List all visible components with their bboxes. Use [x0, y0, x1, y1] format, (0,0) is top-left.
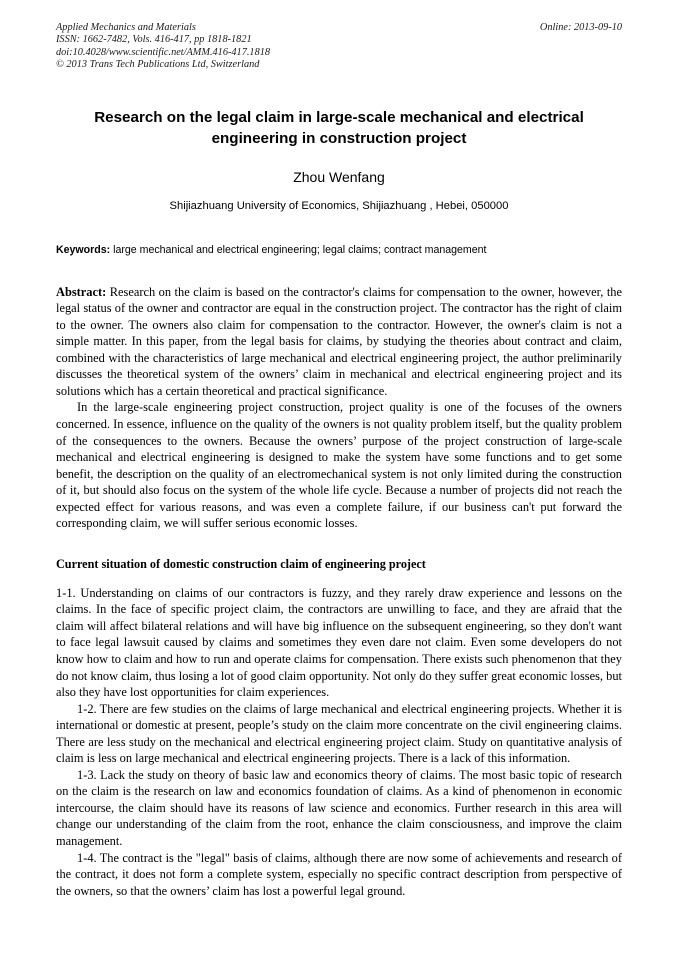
abstract-block [56, 284, 622, 532]
author-affiliation: Shijiazhuang University of Economics, Shijiazhuang , Hebei, 050000 [169, 199, 509, 212]
article-title: Research on the legal claim in large-scale mechanical and electrical engineering in construction project [94, 108, 584, 147]
section-heading: Current situation of domestic construction claim of engineering project [56, 556, 426, 571]
abstract-label: Abstract: [56, 284, 107, 299]
abstract-paragraph-1-text: Research on the claim is based on the contractor's claims for compensation to the owner, however, the legal status of the owner and contractor are equal in the construction project. The contractor has the right of claim to the owner. The owners also claim for compensation to the contractor. However, the owner's claim is not a simple matter. In this paper, from the legal basis for claims, by studying the theories about contract and claim, combined with the characteristics of large mechanical and electrical engineering project, the author preliminarily discusses the theoretical system of the owners’ claim in mechanical and electrical engineering project and its solutions which has a certain theoretical and practical significance. [56, 284, 622, 398]
journal-copyright-line: © 2013 Trans Tech Publications Ltd, Switzerland [56, 59, 260, 71]
author-name: Zhou Wenfang [293, 168, 385, 185]
keywords-text: large mechanical and electrical engineering; legal claims; contract management [110, 243, 487, 256]
paragraph-1-2: 1-2. There are few studies on the claims of large mechanical and electrical engineering projects. Whether it is international or domestic at present, people’s study on the claim more concentrate on the civil engineering claims. There are less study on the mechanical and electrical engineering project claim. Study on quantitative analysis of claim is less on large mechanical and electrical engineering projects. There is a lack of this information. [56, 701, 622, 766]
masthead-left-block [56, 22, 476, 72]
page-content [56, 22, 622, 899]
section-body [56, 585, 622, 899]
abstract-paragraph-2: In the large-scale engineering project construction, project quality is one of the focuses of the owners concerned. In essence, influence on the quality of the owners is not quality problem itself, but the quality problem of the consequences to the owners. Because the owners’ purpose of the project construction of large-scale mechanical and electrical engineering is designed to make the system have some functions and to get some benefit, the description on the quality of an electromechanical system is not only limited during the construction of it, but should also focus on the system of the whole life cycle. Because a number of projects did not reach the expected effect for various reasons, and was even a complete failure, if our business can't put forward the corresponding claim, we will suffer serious economic losses. [56, 400, 622, 531]
keywords-line [56, 243, 622, 257]
journal-title: Applied Mechanics and Materials [56, 22, 196, 33]
paragraph-1-4: 1-4. The contract is the "legal" basis of claims, although there are now some of achievements and research of the contract, it does not form a complete system, especially no specific contract description from perspective of the owners, so that the owners’ claim has lost a powerful legal ground. [56, 850, 622, 898]
journal-issn-line: ISSN: 1662-7482, Vols. 416-417, pp 1818-1821 [56, 34, 252, 46]
abstract-paragraph-1 [56, 284, 622, 400]
keywords-label: Keywords: [56, 243, 111, 256]
paragraph-1-1: 1-1. Understanding on claims of our contractors is fuzzy, and they rarely draw experience and lessons on the claims. In the face of specific project claim, the contractors are unwilling to face, and they are afraid that the claim will affect bilateral relations and will have big influence on the subsequent engineering, so they don't want to face legal lawsuit caused by claims and sometimes they even dare not claim. Even some developers do not know how to claim and how to run and operate claims for compensation. There exists such phenomenon that they do not know claim, thus losing a lot of good claim opportunity. Not only do they suffer great economic losses, but also they have lost opportunities for claim experiences. [56, 585, 622, 700]
paragraph-1-3: 1-3. Lack the study on theory of basic law and economics theory of claims. The most basic topic of research on the claim is the research on law and economics foundation of claims. As a kind of phenomenon in economic intercourse, the claim should have its reasons of law science and economics. Further research in this area will change our understanding of the claim from the root, enhance the claim consciousness, and improve the claim management. [56, 767, 622, 849]
journal-masthead [56, 22, 622, 72]
online-publication-date: Online: 2013-09-10 [539, 22, 622, 33]
journal-doi-line: doi:10.4028/www.scientific.net/AMM.416-417.1818 [56, 46, 271, 58]
